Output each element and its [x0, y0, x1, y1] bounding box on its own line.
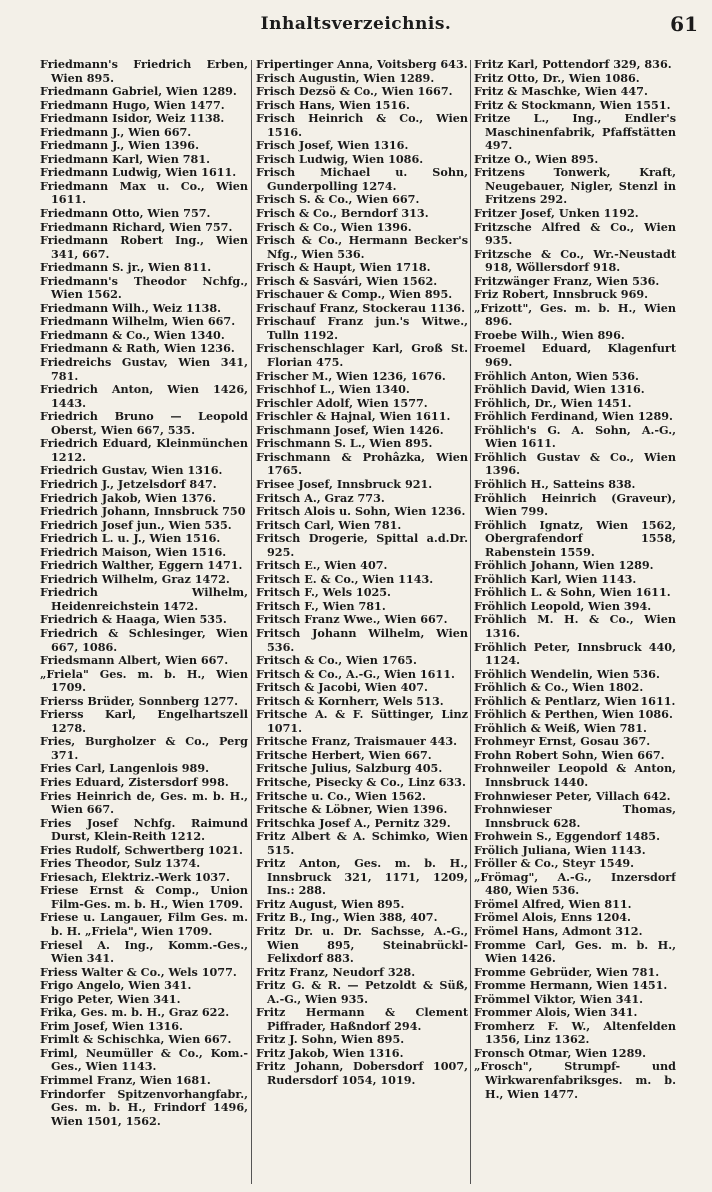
index-entry: Fritz Karl, Pottendorf 329, 836.	[474, 58, 672, 71]
index-entry: Frisch & Sasvári, Wien 1562.	[256, 273, 438, 288]
index-entry: Frisch Heinrich & Co., Wien 1516.	[256, 111, 468, 139]
index-entry: Fröhlich Karl, Wien 1143.	[474, 571, 637, 586]
index-entry: Frohnwieser Peter, Villach 642.	[474, 788, 671, 803]
index-entry: Frischmann S. L., Wien 895.	[256, 436, 433, 451]
index-entry: Friedmann Hugo, Wien 1477.	[40, 97, 225, 112]
index-entry: Friml, Neumüller & Co., Kom.-Ges., Wien 1143.	[40, 1045, 248, 1074]
index-entry: Froemel Eduard, Klagenfurt 969.	[474, 341, 676, 370]
index-entry: Friedrich Eduard, Kleinmünchen 1212.	[40, 436, 248, 464]
index-entry: Fritsche u. Co., Wien 1562.	[256, 788, 426, 803]
index-entry: Fröller & Co., Steyr 1549.	[474, 856, 635, 871]
index-entry: Fritsch Alois u. Sohn, Wien 1236.	[256, 504, 466, 519]
index-entry: Fries, Burgholzer & Co., Perg 371.	[40, 734, 248, 762]
index-entry: Fritzer Josef, Unken 1192.	[474, 206, 639, 221]
page-number: 61	[670, 12, 698, 36]
index-entry: Friedrich Wilhelm, Heidenreichstein 1472.	[40, 585, 248, 613]
index-entry: Frölich Juliana, Wien 1143.	[474, 842, 646, 857]
index-column-3	[474, 58, 676, 1186]
index-entry: Frimmel Franz, Wien 1681.	[40, 1073, 211, 1088]
index-entry: Friedrich Johann, Innsbruck 750	[40, 504, 246, 519]
index-entry: Friedmann Ludwig, Wien 1611.	[40, 165, 237, 180]
index-entry: Froebe Wilh., Wien 896.	[474, 327, 625, 342]
index-entry: Friedmann S. jr., Wien 811.	[40, 260, 212, 275]
index-entry: Fröhlich Anton, Wien 536.	[474, 368, 639, 383]
index-entry: Frisch S. & Co., Wien 667.	[256, 192, 420, 207]
index-entry: Frierss Karl, Engelhartszell 1278.	[40, 707, 248, 735]
page-header	[0, 6, 712, 40]
index-entry: Frömmel Viktor, Wien 341.	[474, 991, 644, 1006]
index-entry: „Frizott", Ges. m. b. H., Wien 896.	[474, 300, 676, 329]
index-entry: Fritz & Stockmann, Wien 1551.	[474, 97, 671, 112]
index-entry: Fröhlich H., Satteins 838.	[474, 476, 636, 491]
index-entry: Frischenschlager Karl, Groß St. Florian 475.	[256, 341, 468, 370]
index-entry: Fröhlich Ferdinand, Wien 1289.	[474, 409, 673, 424]
index-entry: Friess Walter & Co., Wels 1077.	[40, 964, 237, 979]
index-entry: Friedmann Richard, Wien 757.	[40, 219, 233, 234]
index-entry: Friedmann J., Wien 1396.	[40, 138, 199, 153]
index-entry: Friedmann's Theodor Nchfg., Wien 1562.	[40, 273, 248, 302]
index-entry: Fritze L., Ing., Endler's Maschinenfabrik, Pfaffstätten 497.	[474, 111, 676, 153]
index-entry: Fries Rudolf, Schwertberg 1021.	[40, 842, 243, 857]
index-entry: Frisch & Co., Wien 1396.	[256, 219, 412, 234]
index-entry: Friedrich Josef jun., Wien 535.	[40, 517, 232, 532]
index-entry: Fritsche Herbert, Wien 667.	[256, 747, 432, 762]
index-entry: Friz Robert, Innsbruck 969.	[474, 287, 649, 302]
index-entry: Frim Josef, Wien 1316.	[40, 1018, 183, 1033]
index-entry: Fritsch A., Graz 773.	[256, 490, 385, 505]
index-entry: Fröhlich Johann, Wien 1289.	[474, 558, 654, 573]
index-entry: Fromme Carl, Ges. m. b. H., Wien 1426.	[474, 937, 676, 966]
index-entry: Fröhlich, Dr., Wien 1451.	[474, 395, 632, 410]
index-entry: Friedrich Gustav, Wien 1316.	[40, 463, 223, 478]
index-entry: Fritzsche & Co., Wr.-Neustadt 918, Wöllersdorf 918.	[474, 246, 676, 275]
index-entry: Friedrich Walther, Eggern 1471.	[40, 558, 243, 573]
index-entry: Friedreichs Gustav, Wien 341, 781.	[40, 355, 248, 383]
index-entry: Fries Carl, Langenlois 989.	[40, 761, 210, 776]
index-entry: Fromme Hermann, Wien 1451.	[474, 978, 668, 993]
index-entry: Frischauf Franz, Stockerau 1136.	[256, 300, 465, 315]
index-entry: Frigo Angelo, Wien 341.	[40, 978, 192, 993]
index-entry: Fritz Anton, Ges. m. b. H., Innsbruck 321, 1171, 1209, Ins.: 288.	[256, 856, 468, 898]
index-entry: Frohnwieser Thomas, Innsbruck 628.	[474, 802, 676, 830]
index-entry: Friedsmann Albert, Wien 667.	[40, 653, 229, 668]
index-entry: Friedmann Karl, Wien 781.	[40, 151, 210, 166]
index-entry: Friedrich & Haaga, Wien 535.	[40, 612, 227, 627]
index-entry: Friedrich Maison, Wien 1516.	[40, 544, 227, 559]
index-entry: Frimlt & Schischka, Wien 667.	[40, 1032, 232, 1047]
index-entry: Frommer Alois, Wien 341.	[474, 1005, 638, 1020]
index-entry: Fritzsche Alfred & Co., Wien 935.	[474, 219, 676, 248]
index-entry: Frika, Ges. m. b. H., Graz 622.	[40, 1005, 230, 1020]
index-entry: Fritz & Maschke, Wien 447.	[474, 84, 648, 99]
index-entry: Fröhlich Heinrich (Graveur), Wien 799.	[474, 490, 676, 519]
index-entry: Fritzwänger Franz, Wien 536.	[474, 273, 660, 288]
index-entry: Friedmann & Co., Wien 1340.	[40, 327, 225, 342]
index-entry: Fritsch Drogerie, Spittal a.d.Dr. 925.	[256, 531, 468, 559]
index-entry: Fries Josef Nchfg. Raimund Durst, Klein-Reith 1212.	[40, 815, 248, 844]
index-entry: Fritsch E., Wien 407.	[256, 558, 388, 573]
index-entry: Fritschka Josef A., Pernitz 329.	[256, 815, 451, 830]
index-entry: Friedmann's Friedrich Erben, Wien 895.	[40, 58, 248, 85]
index-entry: Friedrich & Schlesinger, Wien 667, 1086.	[40, 625, 248, 654]
index-entry: Fries Eduard, Zistersdorf 998.	[40, 774, 229, 789]
index-entry: Frisee Josef, Innsbruck 921.	[256, 476, 433, 491]
index-entry: Fritz August, Wien 895.	[256, 896, 405, 911]
index-entry: Fröhlich Leopold, Wien 394.	[474, 598, 652, 613]
index-column-1	[40, 58, 248, 1186]
index-entry: Fritze O., Wien 895.	[474, 151, 599, 166]
index-entry: Fritsche, Pisecky & Co., Linz 633.	[256, 774, 466, 789]
index-entry: Frohnweiler Leopold & Anton, Innsbruck 1440.	[474, 761, 676, 789]
index-entry: Fröhlich Wendelin, Wien 536.	[474, 666, 660, 681]
index-entry: Friedrich Bruno — Leopold Oberst, Wien 667, 535.	[40, 409, 248, 437]
index-entry: Fripertinger Anna, Voitsberg 643.	[256, 58, 468, 71]
index-entry: Fröhlich L. & Sohn, Wien 1611.	[474, 585, 671, 600]
index-entry: Frischmann & Prohâzka, Wien 1765.	[256, 449, 468, 478]
index-entry: Friedrich Jakob, Wien 1376.	[40, 490, 216, 505]
index-entry: Fritsch Carl, Wien 781.	[256, 517, 402, 532]
index-entry: Friedmann Wilh., Weiz 1138.	[40, 300, 222, 315]
index-entry: Fritsch & Kornherr, Wels 513.	[256, 693, 444, 708]
index-entry: „Frömag", A.-G., Inzersdorf 480, Wien 536.	[474, 869, 676, 898]
index-entry: Friedmann Wilhelm, Wien 667.	[40, 314, 236, 329]
index-entry: „Frosch", Strumpf- und Wirkwarenfabriksges. m. b. H., Wien 1477.	[474, 1059, 676, 1101]
index-entry: Frischauf Franz jun.'s Witwe., Tulln 1192.	[256, 314, 468, 342]
index-entry: Frisch Ludwig, Wien 1086.	[256, 151, 424, 166]
index-entry: Fritsche Julius, Salzburg 405.	[256, 761, 443, 776]
index-entry: Frisch Hans, Wien 1516.	[256, 97, 410, 112]
index-entry: Fritz Franz, Neudorf 328.	[256, 964, 416, 979]
index-entry: Fröhlich & Co., Wien 1802.	[474, 680, 644, 695]
index-entry: Frischhof L., Wien 1340.	[256, 382, 410, 397]
index-entry: Frömel Alfred, Wien 811.	[474, 896, 632, 911]
index-entry: Fritsch Johann Wilhelm, Wien 536.	[256, 625, 468, 654]
index-entry: Frömel Hans, Admont 312.	[474, 924, 643, 938]
index-entry: Frisch Dezsö & Co., Wien 1667.	[256, 84, 453, 99]
index-entry: Friesach, Elektriz.-Werk 1037.	[40, 869, 230, 884]
index-entry: Frohmeyr Ernst, Gosau 367.	[474, 734, 651, 749]
index-entry: Fritsche Franz, Traismauer 443.	[256, 734, 458, 749]
index-column-2	[256, 58, 468, 1186]
index-entry: Fröhlich Gustav & Co., Wien 1396.	[474, 449, 676, 478]
index-entry: Friedmann J., Wien 667.	[40, 124, 192, 139]
index-columns	[40, 58, 676, 1186]
index-entry: Fries Theodor, Sulz 1374.	[40, 856, 201, 871]
index-entry: Friese Ernst & Comp., Union Film-Ges. m. b. H., Wien 1709.	[40, 883, 248, 911]
index-entry: Friedrich L. u. J., Wien 1516.	[40, 531, 221, 546]
index-entry: Friedrich J., Jetzelsdorf 847.	[40, 476, 217, 491]
index-entry: Frohn Robert Sohn, Wien 667.	[474, 747, 665, 762]
index-entry: Frischauer & Comp., Wien 895.	[256, 287, 453, 302]
index-entry: Frisch Josef, Wien 1316.	[256, 138, 409, 153]
index-entry: Fritz Hermann & Clement Piffrader, Haßndorf 294.	[256, 1005, 468, 1033]
index-entry: Fritz B., Ing., Wien 388, 407.	[256, 910, 438, 925]
index-entry: Fröhlich & Pentlarz, Wien 1611.	[474, 693, 676, 708]
index-entry: Fritsch Franz Wwe., Wien 667.	[256, 612, 448, 627]
index-entry: Fröhlich Ignatz, Wien 1562, Obergrafendorf 1558, Rabenstein 1559.	[474, 517, 676, 559]
index-entry: Fröhlich Peter, Innsbruck 440, 1124.	[474, 639, 676, 668]
index-entry: Fries Heinrich de, Ges. m. b. H., Wien 667.	[40, 788, 248, 817]
index-entry: Fromherz F. W., Altenfelden 1356, Linz 1362.	[474, 1018, 676, 1047]
index-entry: Fritz Johann, Dobersdorf 1007, Rudersdorf 1054, 1019.	[256, 1059, 468, 1088]
index-entry: Fritsch & Co., A.-G., Wien 1611.	[256, 666, 455, 681]
column-divider	[470, 60, 471, 1184]
index-entry: Friese u. Langauer, Film Ges. m. b. H. „Friela", Wien 1709.	[40, 910, 248, 938]
index-entry: Fritz Otto, Dr., Wien 1086.	[474, 70, 640, 85]
index-entry: Frisch Michael u. Sohn, Gunderpolling 1274.	[256, 165, 468, 193]
page-title: Inhaltsverzeichnis.	[260, 14, 452, 34]
index-entry: Friedmann Gabriel, Wien 1289.	[40, 84, 237, 99]
index-entry: Fritsch E. & Co., Wien 1143.	[256, 571, 434, 586]
index-entry: Frömel Alois, Enns 1204.	[474, 910, 631, 925]
index-entry: Frierss Brüder, Sonnberg 1277.	[40, 693, 239, 708]
index-entry: Fritsch & Co., Wien 1765.	[256, 653, 417, 668]
index-entry: Frischler Adolf, Wien 1577.	[256, 395, 428, 410]
index-entry: Fritsch & Jacobi, Wien 407.	[256, 680, 428, 695]
index-entry: Fromme Gebrüder, Wien 781.	[474, 964, 660, 979]
index-entry: Fritz Dr. u. Dr. Sachsse, A.-G., Wien 895, Steinabrückl-Felixdorf 883.	[256, 924, 468, 966]
index-entry: Frisch & Haupt, Wien 1718.	[256, 260, 431, 275]
index-entry: Frischler & Hajnal, Wien 1611.	[256, 409, 451, 424]
index-entry: Fröhlich M. H. & Co., Wien 1316.	[474, 612, 676, 640]
index-entry: Fritz Albert & A. Schimko, Wien 515.	[256, 829, 468, 857]
index-entry: Frohwein S., Eggendorf 1485.	[474, 829, 660, 844]
index-entry: Friedmann Otto, Wien 757.	[40, 206, 211, 221]
index-entry: Frisch & Co., Berndorf 313.	[256, 206, 429, 221]
index-entry: Friedrich Anton, Wien 1426, 1443.	[40, 382, 248, 410]
index-entry: Fritz J. Sohn, Wien 895.	[256, 1032, 405, 1047]
index-entry: Fritsche A. & F. Süttinger, Linz 1071.	[256, 707, 468, 735]
index-entry: Frischmann Josef, Wien 1426.	[256, 422, 444, 437]
index-entry: „Friela" Ges. m. b. H., Wien 1709.	[40, 666, 248, 695]
column-divider	[251, 60, 252, 1184]
index-entry: Fritsch F., Wien 781.	[256, 598, 386, 613]
index-entry: Fröhlich David, Wien 1316.	[474, 382, 645, 397]
index-entry: Frisch Augustin, Wien 1289.	[256, 70, 435, 85]
index-entry: Frigo Peter, Wien 341.	[40, 991, 181, 1006]
index-entry: Fröhlich's G. A. Sohn, A.-G., Wien 1611.	[474, 422, 676, 451]
index-entry: Fritsche & Löbner, Wien 1396.	[256, 802, 448, 817]
index-entry: Fritz Jakob, Wien 1316.	[256, 1045, 404, 1060]
index-entry: Fröhlich & Weiß, Wien 781.	[474, 720, 647, 735]
index-entry: Frindorfer Spitzenvorhangfabr., Ges. m. b. H., Frindorf 1496, Wien 1501, 1562.	[40, 1086, 248, 1128]
index-entry: Frisch & Co., Hermann Becker's Nfg., Wien 536.	[256, 233, 468, 261]
index-entry: Friedmann & Rath, Wien 1236.	[40, 341, 235, 356]
index-entry: Fronsch Otmar, Wien 1289.	[474, 1045, 647, 1060]
index-entry: Friesel A. Ing., Komm.-Ges., Wien 341.	[40, 937, 248, 966]
index-entry: Fritz G. & R. — Petzoldt & Süß, A.-G., Wien 935.	[256, 978, 468, 1006]
index-entry: Friedmann Isidor, Weiz 1138.	[40, 111, 225, 126]
index-entry: Fritzens Tonwerk, Kraft, Neugebauer, Nigler, Stenzl in Fritzens 292.	[474, 165, 676, 207]
index-entry: Fröhlich & Perthen, Wien 1086.	[474, 707, 673, 722]
index-entry: Frischer M., Wien 1236, 1676.	[256, 368, 446, 383]
index-entry: Fritsch F., Wels 1025.	[256, 585, 391, 600]
index-entry: Friedmann Max u. Co., Wien 1611.	[40, 178, 248, 207]
index-entry: Friedmann Robert Ing., Wien 341, 667.	[40, 233, 248, 261]
index-entry: Friedrich Wilhelm, Graz 1472.	[40, 571, 230, 586]
